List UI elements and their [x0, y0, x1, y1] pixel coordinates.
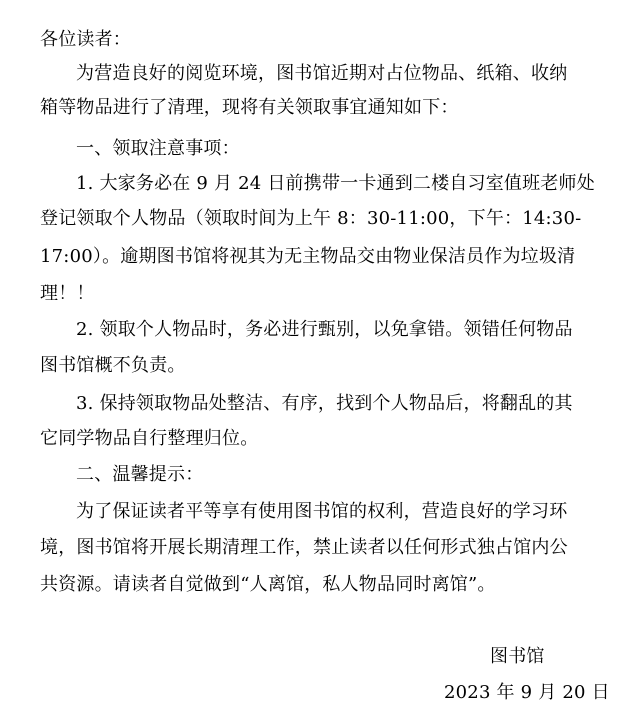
tips-line-3: 共资源。请读者自觉做到“人离馆，私人物品同时离馆”。 [40, 574, 496, 595]
date: 2023 年 9 月 20 日 [444, 682, 610, 703]
intro-line-1: 为营造良好的阅览环境，图书馆近期对占位物品、纸箱、收纳 [76, 63, 568, 84]
tips-line-2: 境，图书馆将开展长期清理工作，禁止读者以任何形式独占馆内公 [40, 537, 568, 558]
item2-line-2: 图书馆概不负责。 [40, 355, 186, 376]
item3-line-1: 3. 保持领取物品处整洁、有序，找到个人物品后，将翻乱的其 [76, 393, 573, 414]
item1-line-1: 1. 大家务必在 9 月 24 日前携带一卡通到二楼自习室值班老师处 [76, 173, 595, 194]
signature: 图书馆 [490, 646, 545, 667]
item1-line-3: 17:00）。逾期图书馆将视其为无主物品交由物业保洁员作为垃圾清 [40, 246, 576, 267]
intro-line-2: 箱等物品进行了清理，现将有关领取事宜通知如下： [40, 97, 459, 118]
item1-line-4: 理！！ [40, 283, 95, 304]
salutation: 各位读者： [40, 29, 131, 50]
item1-line-2: 登记领取个人物品（领取时间为上午 8：30-11:00，下午：14:30- [40, 208, 582, 229]
tips-line-1: 为了保证读者平等享有使用图书馆的权利，营造良好的学习环 [76, 501, 568, 522]
item2-line-1: 2. 领取个人物品时，务必进行甄别，以免拿错。领错任何物品 [76, 319, 573, 340]
section1-heading: 一、领取注意事项： [76, 138, 240, 159]
section2-heading: 二、温馨提示： [76, 464, 204, 485]
item3-line-2: 它同学物品自行整理归位。 [40, 428, 259, 449]
